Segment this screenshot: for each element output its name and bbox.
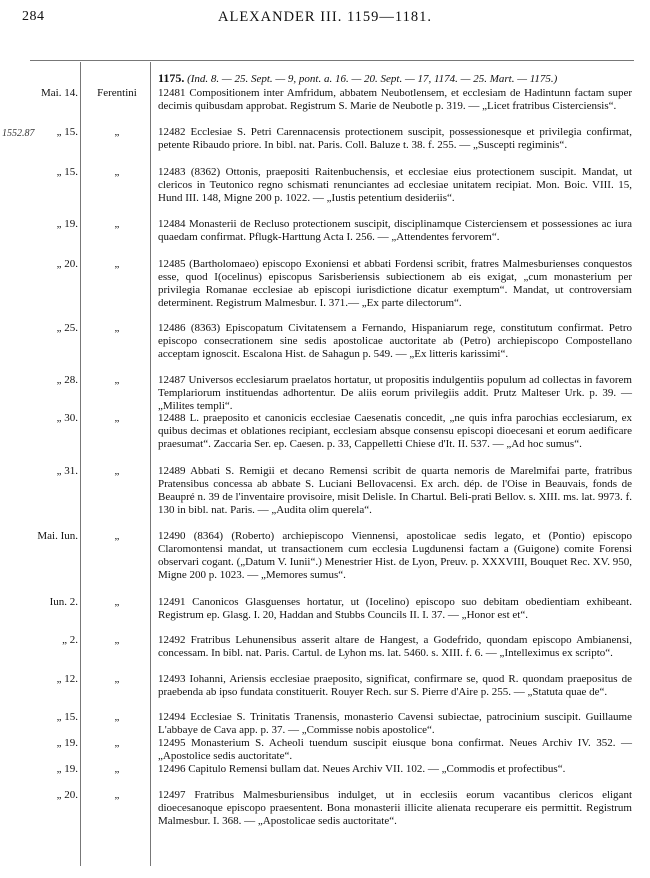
entry-place: „ xyxy=(114,711,120,723)
entry-text: 12490 (8364) (Roberto) archiepiscopo Viennensi, apostolicae sedis legato, et (Pontio) episcopo Claromontensi mandat, ut transactionem cum ecclesia Lugdunensi factam a (Guigone) comite Forensi observari cogant. („Datum V. Iunii“.) Menestrier Hist. de Lyon, Preuv. p. XXXVIII, Bouquet Rec. XV. 950, Migne 200 p. 1023. — „Memores sumus“. xyxy=(158,530,632,581)
entry-date: „ 12. xyxy=(56,673,78,685)
entry-text: 12492 Fratribus Lehunensibus asserit altare de Hangest, a Godefrido, quondam episcopo Ambianensi, concessam. In bibl. nat. Paris. Cartul. de Lyhon ms. lat. 5460. s. XIII. f. 6. — „Intelleximus ex scripto“. xyxy=(158,634,632,659)
entry-text: 12489 Abbati S. Remigii et decano Remensi scribit de quarta nemoris de Marelmifai parte, fratribus Pratensibus concessa ab abbate S. Luciani Bellovacensi. Ex arch. dép. de l'Oise in Beauvais, fonds de Beaupré n. 39 de l'inventaire provisoire, misit Delisle. In Chartul. Beli-prati Bellov. s. XIII. ms. lat. 9973. f. 130 in bibl. nat. Paris. — „Audita olim querela“. xyxy=(158,465,632,516)
entry-place: „ xyxy=(114,166,120,178)
entry-date: Mai. Iun. xyxy=(37,530,78,542)
running-header xyxy=(22,6,628,28)
page-number: 284 xyxy=(22,9,45,24)
entry-text: 12496 Capitulo Remensi bullam dat. Neues Archiv VII. 102. — „Commodis et profectibus“. xyxy=(158,763,566,775)
entry-text: 12488 L. praeposito et canonicis ecclesiae Caesenatis concedit, „ne quis infra parochias ecclesiarum, ex quibus decimas et oblationes recipiant, ecclesiam absque consensu episcopi dioecesani et eorum aedificare praesumat“. Zaccaria Ser. ep. Caesen. p. 33, Cappelletti Chiese d'It. II. 537. — „Ad hoc sumus“. xyxy=(158,412,632,450)
entry-place: „ xyxy=(114,530,120,542)
entry-date: „ 15. xyxy=(56,711,78,723)
column-rule-date xyxy=(80,62,81,866)
year-indiction: (Ind. 8. — 25. Sept. — 9, pont. a. 16. — 20. Sept. — 17, 1174. — 25. Mart. — 1175.) xyxy=(187,73,558,85)
entry-place: „ xyxy=(114,322,120,334)
entry-place: „ xyxy=(114,673,120,685)
entry-text: 12484 Monasterii de Recluso protectionem suscipit, disciplinamque Cisterciensem et possessiones ac iura quaedam confirmat. Pflugk-Harttung Acta I. 256. — „Attendentes fervorem“. xyxy=(158,218,632,243)
entry-place: „ xyxy=(114,737,120,749)
entry-date: Mai. 14. xyxy=(41,87,78,99)
header-rule xyxy=(30,60,634,61)
entry-text: 12491 Canonicos Glasguenses hortatur, ut (Iocelino) episcopo suo debitam obedientiam exhibeant. Registrum ep. Glasg. I. 20, Haddan and Stubbs Councils II. I. 37. — „Honor est et“. xyxy=(158,596,632,621)
entry-text: 12494 Ecclesiae S. Trinitatis Tranensis, monasterio Cavensi subiectae, patrocinium suscipit. Guillaume L'abbaye de Cava app. p. 37. — „Commisse nobis apostolice“. xyxy=(158,711,632,736)
entry-text: 12486 (8363) Episcopatum Civitatensem a Fernando, Hispaniarum rege, constitutum confirmat. Petro episcopo consecrationem sine sedis apostolicae auctoritate ab (Petro) archiepiscopo Compostellano acceptam ignoscit. Escalona Hist. de Sahagun p. 549. — „Ex litteris karissimi“. xyxy=(158,322,632,360)
entry-place: „ xyxy=(114,634,120,646)
entry-date: „ 15. xyxy=(56,166,78,178)
entry-place: „ xyxy=(114,789,120,801)
entry-place: „ xyxy=(114,465,120,477)
entry-date: „ 19. xyxy=(56,218,78,230)
entry-place: „ xyxy=(114,218,120,230)
entry-date: „ 30. xyxy=(56,412,78,424)
entry-text: 12497 Fratribus Malmesburiensibus indulget, ut in ecclesiis eorum vacantibus clericos eligant dioecesanoque episcopo praesentent. Bona monasterii illicite alienata recuperare eis permittit. Registrum Malmesbur. I. 368. — „Apostolicae sedis auctoritate“. xyxy=(158,789,632,827)
entry-place: „ xyxy=(114,374,120,386)
entry-text: 12493 Iohanni, Ariensis ecclesiae praeposito, significat, confirmare se, quod R. quondam praepositus de praebenda ab ipso fundata constituerit. Rouyer Rech. sur S. Pierre d'Aire p. 255. — „Statuta quae de“. xyxy=(158,673,632,698)
entry-place: „ xyxy=(114,596,120,608)
entry-text: 12483 (8362) Ottonis, praepositi Raitenbuchensis, et ecclesiae eius protectionem suscipit. Mandat, ut clericos in Teutonico regno schismati renunciantes ad ecclesiae unitatem recipiat. Mon. Boic. VIII. 15, Hund III. 148, Migne 200 p. 1022. — „Iustis petentium desideriis“. xyxy=(158,166,632,204)
entry-place: Ferentini xyxy=(97,87,137,99)
column-rule-place xyxy=(150,62,151,866)
entry-date: „ 20. xyxy=(56,789,78,801)
entry-text: 12485 (Bartholomaeo) episcopo Exoniensi et abbati Fordensi scribit, fratres Malmesburienses conquestos esse, quod I(ocelinus) episcopus Sarisberiensis subiectionem ab eis exigat, „cum monasterium per privilegia Romanae ecclesiae ab episcopi iurisdictione dicatur exemptum“. Mandat, ut controversiam determinent. Registrum Malmesbur. I. 371.— „Ex parte dilectorum“. xyxy=(158,258,632,309)
entry-text: 12481 Compositionem inter Amfridum, abbatem Neubotlensem, et ecclesiam de Hadintunn factam super decimis quibusdam approbat. Registrum S. Marie de Neubotle p. 319. — „Licet fratribus Cisterciensis“. xyxy=(158,87,632,112)
entry-date: „ 19. xyxy=(56,763,78,775)
entry-place: „ xyxy=(114,126,120,138)
entry-date: „ 2. xyxy=(62,634,78,646)
year-number: 1175. xyxy=(158,71,185,85)
entry-place: „ xyxy=(114,258,120,270)
entry-date: „ 31. xyxy=(56,465,78,477)
entry-place: „ xyxy=(114,412,120,424)
entry-date: „ 20. xyxy=(56,258,78,270)
entry-text: 12495 Monasterium S. Acheoli tuendum suscipit eiusque bona confirmat. Neues Archiv IV. 352. — „Apostolice sedis auctoritate“. xyxy=(158,737,632,762)
entry-date: „ 25. xyxy=(56,322,78,334)
entry-date: „ 15. xyxy=(56,126,78,138)
entry-place: „ xyxy=(114,763,120,775)
handwritten-margin-note: 1552.87 xyxy=(2,128,35,139)
entry-date: „ 28. xyxy=(56,374,78,386)
entry-text: 12482 Ecclesiae S. Petri Carennacensis protectionem suscipit, possessionesque et privilegia confirmat, petente Ribaudo priore. In bibl. nat. Paris. Coll. Baluze t. 38. f. 255. — „Suscepti regiminis“. xyxy=(158,126,632,151)
entry-date: „ 19. xyxy=(56,737,78,749)
entry-text: 12487 Universos ecclesiarum praelatos hortatur, ut propositis indulgentiis populum ad collectas in favorem Templariorum instituendas adhortentur. De aliis eorum privilegiis addit. Prutz Malteser Urk. p. 39. — „Milites templi“. xyxy=(158,374,632,412)
year-heading xyxy=(158,71,557,86)
running-title: ALEXANDER III. 1159—1181. xyxy=(217,9,432,25)
entry-date: Iun. 2. xyxy=(49,596,78,608)
